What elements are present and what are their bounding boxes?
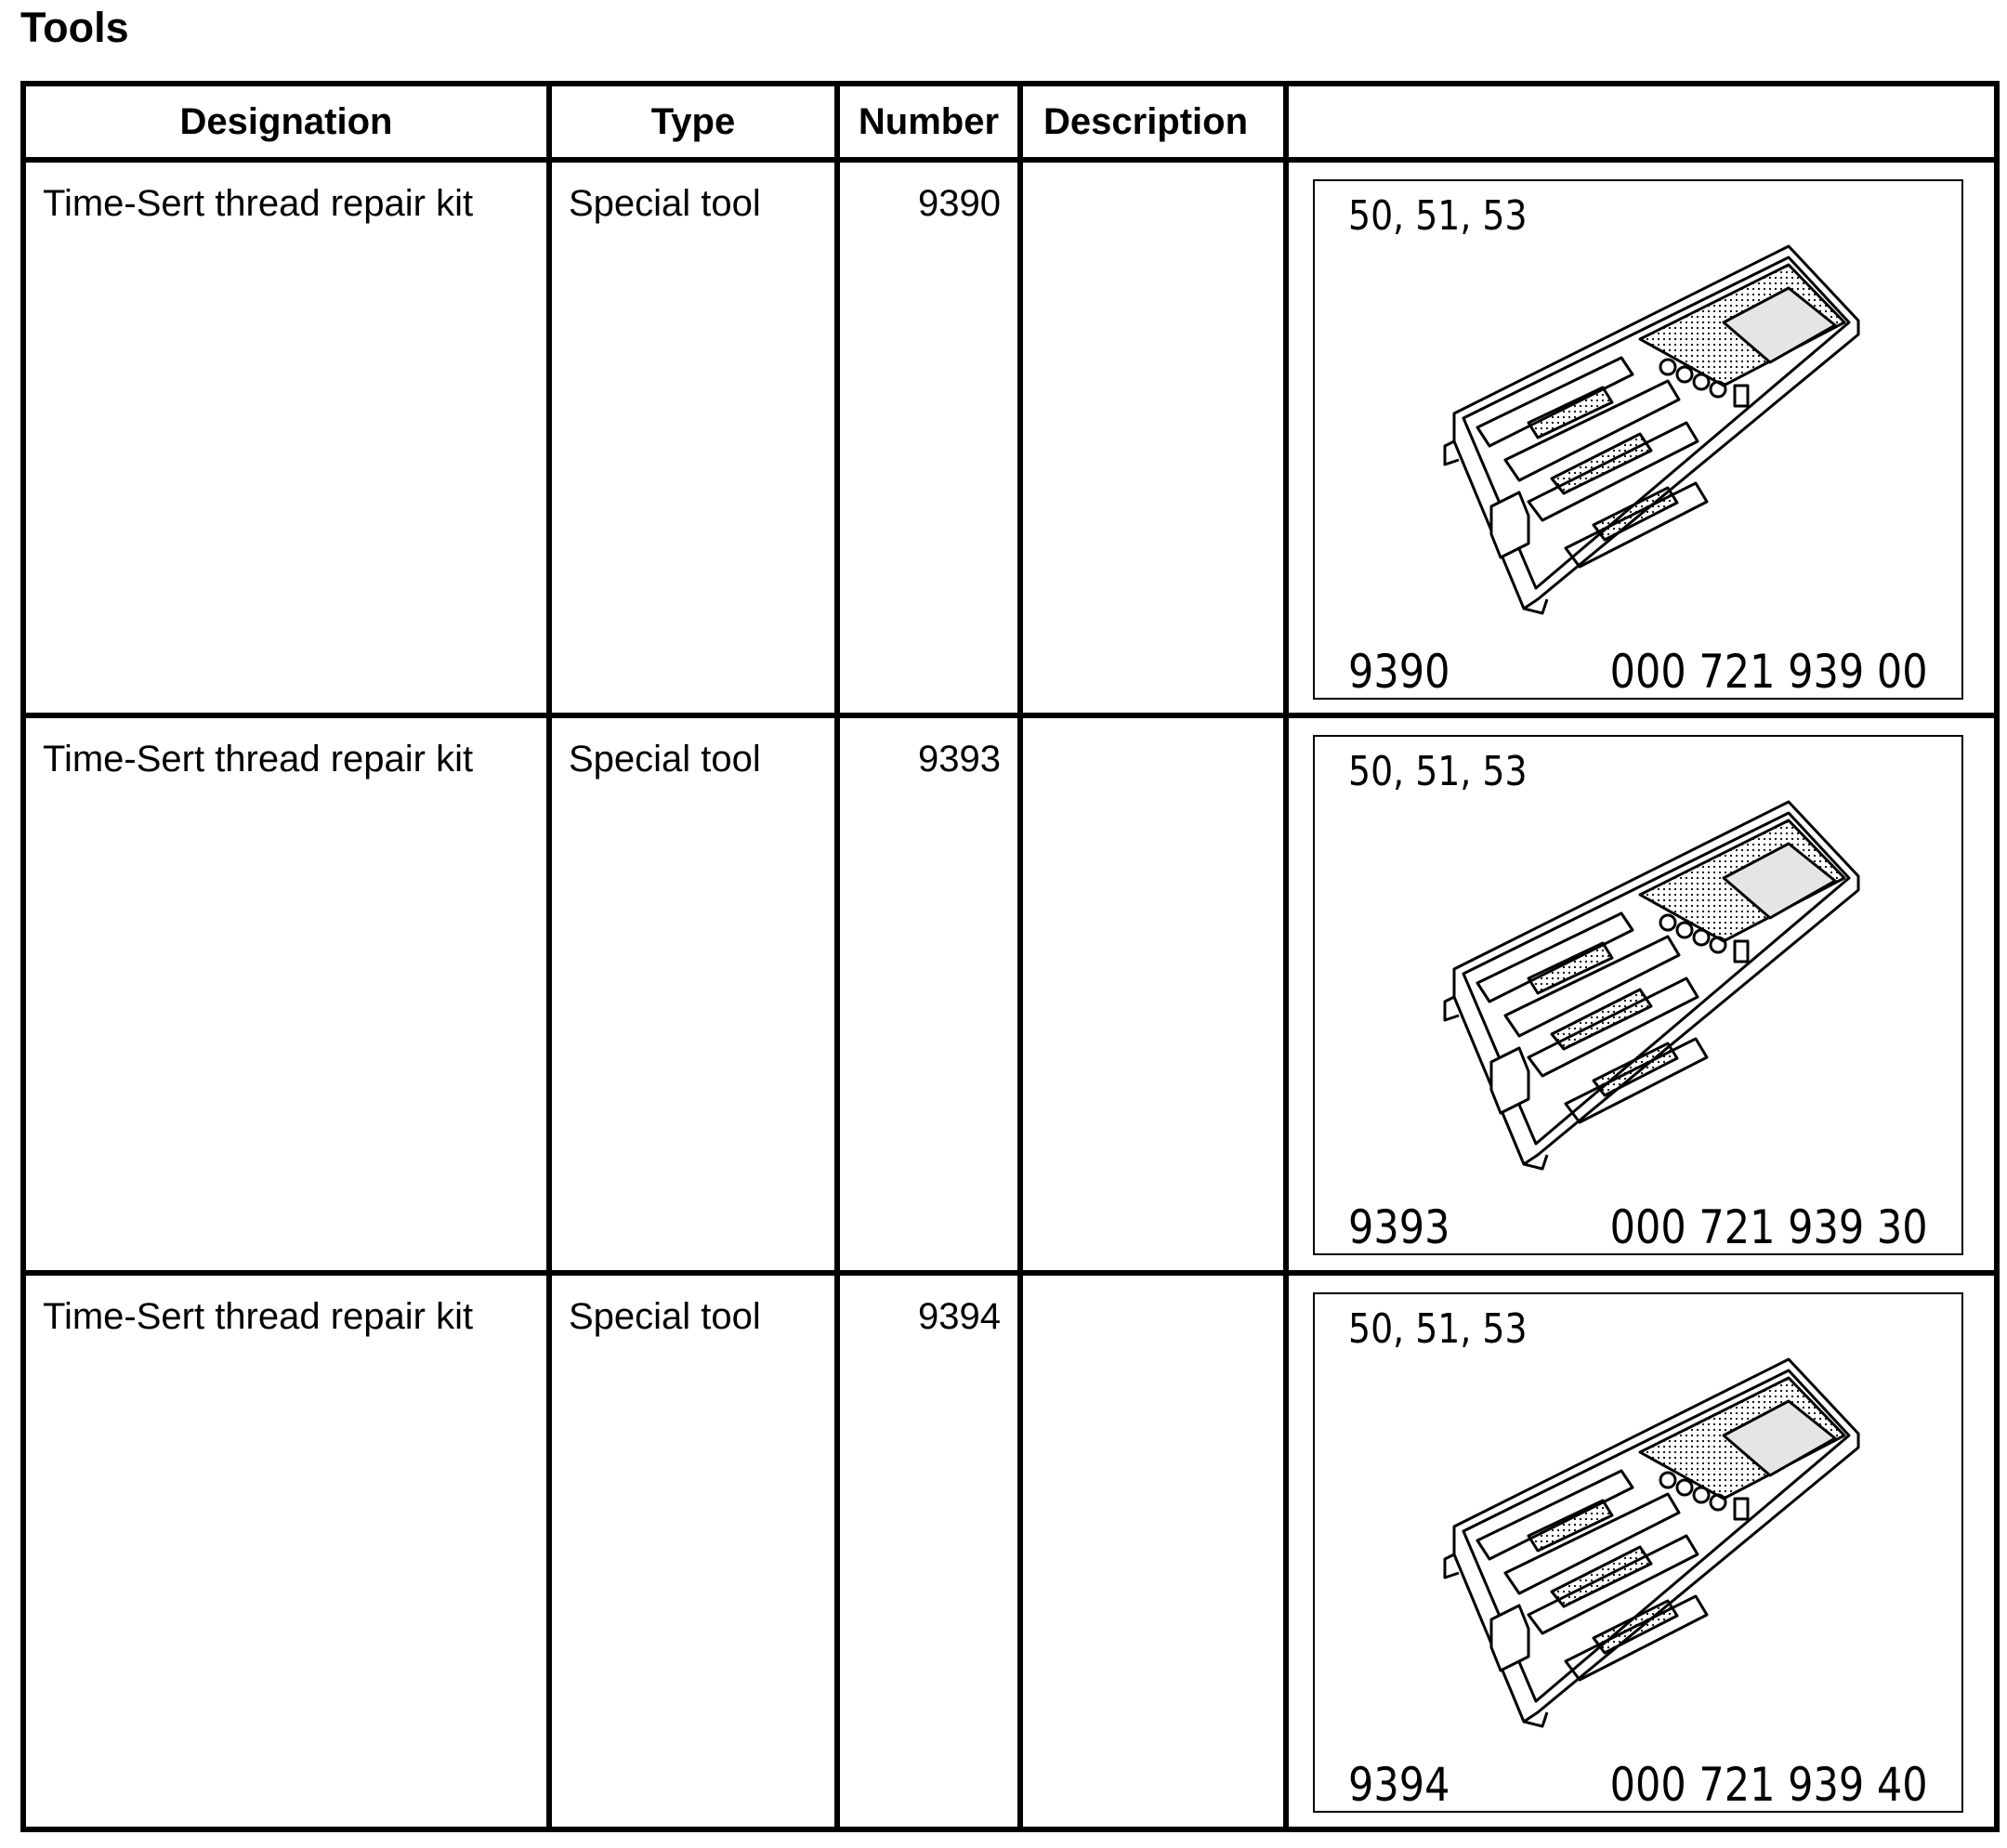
description-text [1023, 718, 1283, 737]
number-text: 9394 [918, 1295, 1001, 1337]
number-text: 9390 [918, 183, 1001, 224]
figure-part-number: 000 721 939 40 [1610, 1757, 1928, 1812]
figure-tool-number: 9393 [1348, 1200, 1450, 1255]
tools-table [20, 81, 2000, 1832]
tool-figure [1313, 1292, 1963, 1813]
header-type: Type [549, 84, 837, 160]
designation-cell [23, 715, 549, 1272]
designation-text: Time-Sert thread repair kit [43, 1295, 474, 1337]
designation-text: Time-Sert thread repair kit [43, 183, 474, 224]
description-cell [1020, 160, 1286, 715]
type-cell [549, 715, 837, 1272]
image-cell [1286, 160, 1997, 715]
figure-series-label: 50, 51, 53 [1348, 748, 1528, 796]
designation-cell [23, 160, 549, 715]
page-title: Tools [20, 4, 129, 51]
number-cell [837, 1273, 1020, 1829]
description-text [1023, 163, 1283, 181]
type-text: Special tool [569, 183, 761, 224]
figure-tool-number: 9390 [1348, 645, 1450, 699]
number-cell [837, 160, 1020, 715]
tool-figure [1313, 179, 1963, 700]
description-cell [1020, 1273, 1286, 1829]
thread-repair-kit-case-icon [1389, 1350, 1909, 1740]
header-description: Description [1020, 84, 1286, 160]
header-number: Number [837, 84, 1020, 160]
number-cell [837, 715, 1020, 1272]
designation-cell [23, 1273, 549, 1829]
figure-part-number: 000 721 939 00 [1610, 645, 1928, 699]
type-text: Special tool [569, 739, 761, 780]
type-cell [549, 160, 837, 715]
table-row [23, 160, 1997, 715]
thread-repair-kit-case-icon [1389, 793, 1909, 1183]
type-cell [549, 1273, 837, 1829]
number-text: 9393 [918, 739, 1001, 780]
table-row [23, 1273, 1997, 1829]
table-header-row [23, 84, 1997, 160]
description-text [1023, 1276, 1283, 1294]
type-text: Special tool [569, 1295, 761, 1337]
description-cell [1020, 715, 1286, 1272]
header-designation: Designation [23, 84, 549, 160]
figure-series-label: 50, 51, 53 [1348, 192, 1528, 240]
figure-tool-number: 9394 [1348, 1757, 1450, 1812]
header-image [1286, 84, 1997, 160]
figure-part-number: 000 721 939 30 [1610, 1200, 1928, 1255]
image-cell [1286, 715, 1997, 1272]
thread-repair-kit-case-icon [1389, 237, 1909, 627]
designation-text: Time-Sert thread repair kit [43, 739, 474, 780]
figure-series-label: 50, 51, 53 [1348, 1304, 1528, 1353]
image-cell [1286, 1273, 1997, 1829]
table-row [23, 715, 1997, 1272]
tool-figure [1313, 735, 1963, 1255]
